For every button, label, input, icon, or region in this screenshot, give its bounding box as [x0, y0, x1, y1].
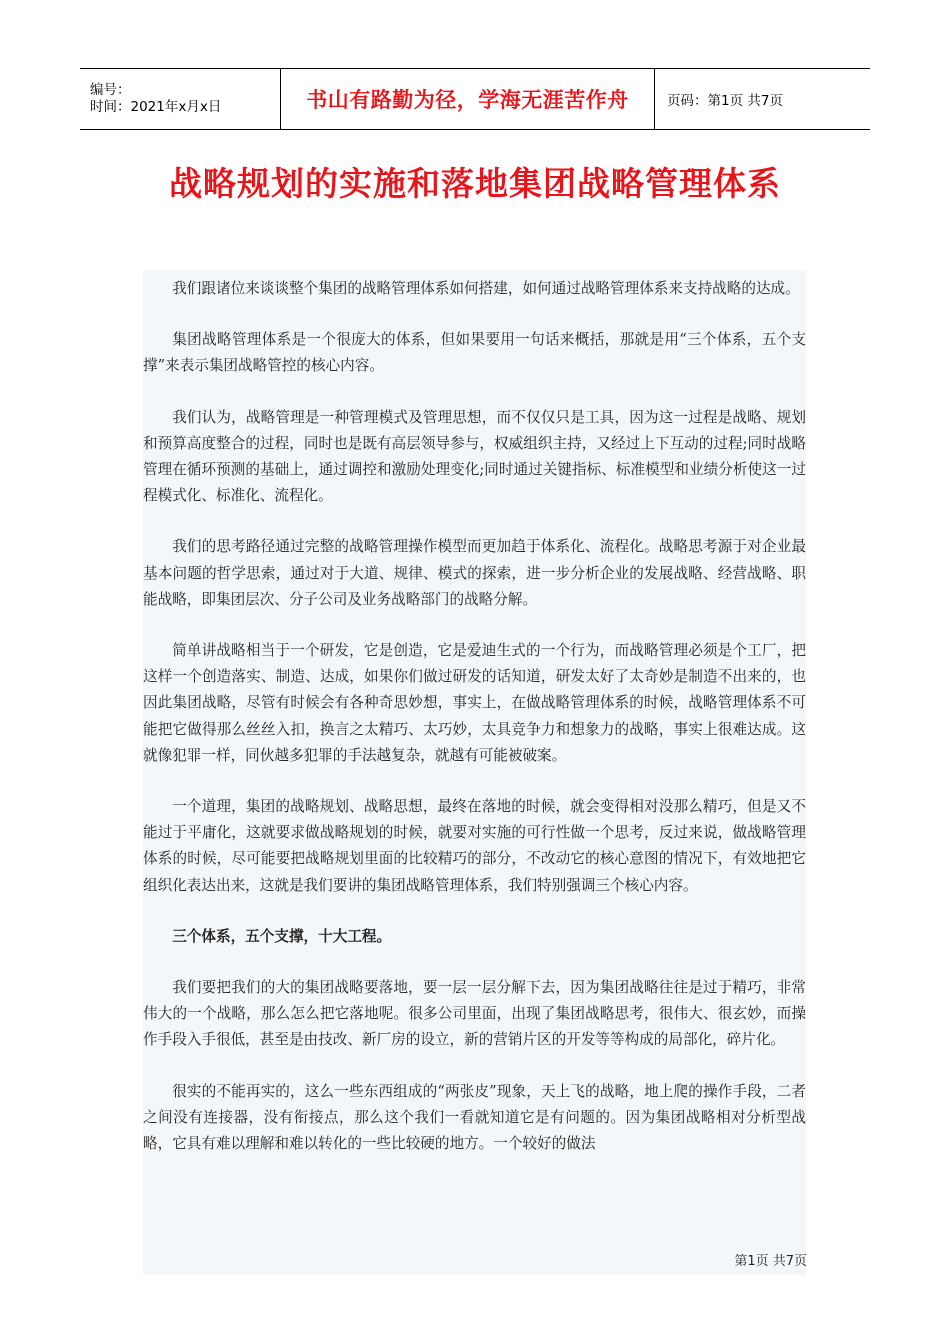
header-motto: 书山有路勤为径，学海无涯苦作舟 — [306, 88, 629, 112]
paragraph: 我们认为，战略管理是一种管理模式及管理思想，而不仅仅只是工具，因为这一过程是战略、规划和预算高度整合的过程，同时也是既有高层领导参与，权威组织主持，又经过上下互动的过程;同时战略管理在循环预测的基础上，通过调控和激励处理变化;同时通过关键指标、标准模型和业绩分析使这一过程模式化、标准化、流程化。 — [143, 408, 806, 505]
paragraph: 集团战略管理体系是一个很庞大的体系，但如果要用一句话来概括，那就是用“三个体系，五个支撑”来表示集团战略管控的核心内容。 — [143, 331, 806, 375]
page-header — [80, 68, 870, 130]
paragraph: 很实的不能再实的，这么一些东西组成的“两张皮”现象，天上飞的战略，地上爬的操作手段，二者之间没有连接器，没有衔接点，那么这个我们一看就知道它是有问题的。因为集团战略相对分析型战略，它具有难以理解和难以转化的一些比较硬的地方。一个较好的做法 — [143, 1082, 806, 1153]
section-heading: 三个体系，五个支撑，十大工程。 — [172, 927, 392, 945]
header-meta — [80, 69, 281, 129]
paragraph: 我们跟诸位来谈谈整个集团的战略管理体系如何搭建，如何通过战略管理体系来支持战略的达成。 — [172, 280, 800, 297]
paragraph: 我们要把我们的大的集团战略要落地，要一层一层分解下去，因为集团战略往往是过于精巧，非常伟大的一个战略，那么怎么把它落地呢。很多公司里面，出现了集团战略思考，很伟大、很玄妙，而操作手段入手很低，甚至是由技改、新厂房的设立，新的营销片区的开发等等构成的局部化，碎片化。 — [143, 979, 806, 1049]
paragraph: 简单讲战略相当于一个研发，它是创造，它是爱迪生式的一个行为，而战略管理必须是个工厂，把这样一个创造落实、制造、达成，如果你们做过研发的话知道，研发太好了太奇妙是制造不出来的，也因此集团战略，尽管有时候会有各种奇思妙想，事实上，在做战略管理体系的时候，战略管理体系不可能把它做得那么丝丝入扣，换言之太精巧、太巧妙，太具竞争力和想象力的战略，事实上很难达成。这就像犯罪一样，同伙越多犯罪的手法越复杂，就越有可能被破案。 — [143, 642, 806, 764]
document-body — [143, 270, 806, 1275]
document-time-label: 时间：2021年x月x日 — [90, 99, 222, 115]
header-motto-cell — [281, 69, 655, 129]
paragraph: 一个道理，集团的战略规划、战略思想，最终在落地的时候，就会变得相对没那么精巧，但是又不能过于平庸化，这就要求做战略规划的时候，就要对实施的可行性做一个思考，反过来说，做战略管理体系的时候，尽可能要把战略规划里面的比较精巧的部分，不改动它的核心意图的情况下，有效地把它组织化表达出来，这就是我们要讲的集团战略管理体系，我们特别强调三个核心内容。 — [143, 798, 806, 894]
document-title: 战略规划的实施和落地集团战略管理体系 — [169, 164, 781, 203]
document-number-label: 编号： — [90, 82, 131, 98]
page-footer: 第1页 共7页 — [734, 1254, 807, 1269]
paragraph: 我们的思考路径通过完整的战略管理操作模型而更加趋于体系化、流程化。战略思考源于对企业最基本问题的哲学思索，通过对于大道、规律、模式的探索，进一步分析企业的发展战略、经营战略、职能战略，即集团层次、分子公司及业务战略部门的战略分解。 — [143, 538, 806, 608]
header-page-info: 页码：第1页 共7页 — [667, 93, 783, 109]
